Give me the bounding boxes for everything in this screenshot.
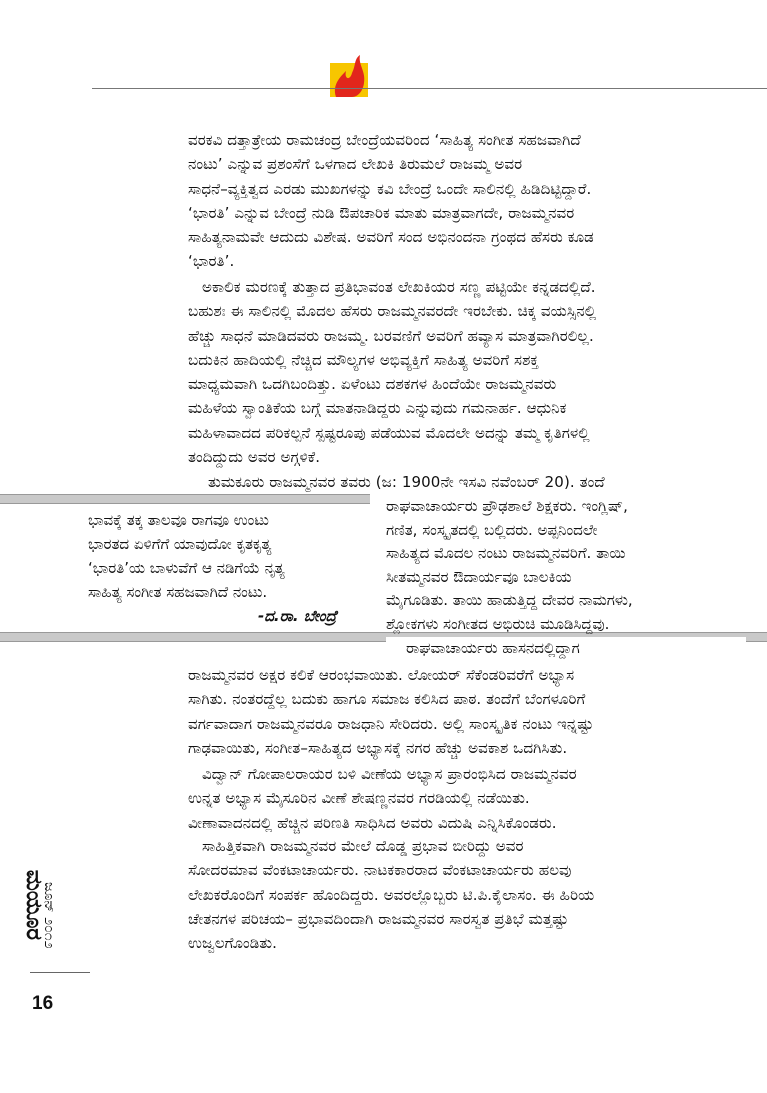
text-line: ಸೋದರಮಾವ ವೆಂಕಟಾಚಾರ್ಯರು. ನಾಟಕಕಾರರಾದ ವೆಂಕಟಾಚಾರ್ಯರು ಹಲವು [188, 861, 572, 880]
text-line: ‘ಭಾರತಿ’ ಎನ್ನುವ ಬೇಂದ್ರೆ ನುಡಿ ಔಪಚಾರಿಕ ಮಾತು ಮಾತ್ರವಾಗದೇ, ರಾಜಮ್ಮನವರ [188, 203, 575, 222]
paragraph-3-first-line [208, 470, 748, 494]
page-number: 16 [32, 993, 54, 1014]
text-line: ಉಜ್ವಲಗೊಂಡಿತು. [188, 934, 277, 953]
text-line: ಸಾಹಿತ್ಯದ ಮೊದಲ ನಂಟು ರಾಜಮ್ಮನವರಿಗೆ. ತಾಯಿ [386, 544, 626, 563]
text-line: ಸಾಹಿತ್ಯನಾಮವೇ ಆದುದು ವಿಶೇಷ. ಅವರಿಗೆ ಸಂದ ಅಭಿನಂದನಾ ಗ್ರಂಥದ ಹೆಸರು ಕೂಡ [188, 228, 594, 247]
text-line: ಚೇತನಗಳ ಪರಿಚಯ– ಪ್ರಭಾವದಿಂದಾಗಿ ರಾಜಮ್ಮನವರ ಸಾರಸ್ವತ ಪ್ರತಿಭೆ ಮತ್ತಷ್ಟು [188, 909, 569, 928]
text-line: ರಾಜಮ್ಮನವರ ಅಕ್ಷರ ಕಲಿಕೆ ಆರಂಭವಾಯಿತು. ಲೋಯರ್ ಸೆಕೆಂಡರಿವರೆಗೆ ಅಭ್ಯಾಸ [188, 666, 575, 684]
issue-date: ಜೂನ್ ೨೦೧೨ [41, 882, 57, 949]
text-line: ಲೇಖಕರೊಂದಿಗೆ ಸಂಪರ್ಕ ಹೊಂದಿದ್ದರು. ಅವರಲ್ಲೊಬ್ಬರು ಟಿ.ಪಿ.ಕೈಲಾಸಂ. ಈ ಹಿರಿಯ [188, 885, 595, 904]
paragraph-4 [188, 762, 728, 835]
text-line: ಸೀತಮ್ಮನವರ ಔದಾರ್ಯವೂ ಬಾಲಕಿಯ [386, 567, 572, 586]
header-rule [92, 88, 767, 89]
text-line: ರಾಘವಾಚಾರ್ಯರು ಪ್ರೌಢಶಾಲೆ ಶಿಕ್ಷಕರು. ಇಂಗ್ಲಿಷ್, [386, 497, 628, 515]
magazine-name: ಮಯೂರ [21, 869, 46, 941]
text-line: ಮಾಧ್ಯಮವಾಗಿ ಒದಗಿಬಂದಿತ್ತು. ಏಳೆಂಟು ದಶಕಗಳ ಹಿಂದೆಯೇ ರಾಜಮ್ಮನವರು [188, 375, 557, 394]
text-line: ‘ಭಾರತಿ’. [188, 252, 235, 271]
text-line: ಗಾಢವಾಯಿತು, ಸಂಗೀತ–ಸಾಹಿತ್ಯದ ಅಭ್ಯಾಸಕ್ಕೆ ನಗರ ಹೆಚ್ಚು ಅವಕಾಶ ಒದಗಿಸಿತು. [188, 738, 568, 757]
pull-quote [88, 508, 368, 604]
page-number-rule [30, 972, 90, 973]
text-line: ಹೆಚ್ಚು ಸಾಧನೆ ಮಾಡಿದವರು ರಾಜಮ್ಮ. ಬರವಣಿಗೆ ಅವರಿಗೆ ಹವ್ಯಾಸ ಮಾತ್ರವಾಗಿರಲಿಲ್ಲ. [188, 326, 594, 345]
quote-line: ‘ಭಾರತಿ’ಯ ಬಾಳುವೆಗೆ ಆ ನಡಿಗೆಯೆ ನೃತ್ಯ [88, 559, 285, 577]
text-line: ನಂಟು’ ಎನ್ನುವ ಪ್ರಶಂಸೆಗೆ ಒಳಗಾದ ಲೇಖಕಿ ತಿರುಮಲೆ ರಾಜಮ್ಮ ಅವರ [188, 155, 523, 174]
quote-line: ಸಾಹಿತ್ಯ ಸಂಗೀತ ಸಹಜವಾಗಿದೆ ನಂಟು. [88, 583, 268, 601]
text-line: ವೀಣಾವಾದನದಲ್ಲಿ ಹೆಚ್ಚಿನ ಪರಿಣತಿ ಸಾಧಿಸಿದ ಅವರು ವಿದುಷಿ ಎನ್ನಿಸಿಕೊಂಡರು. [188, 813, 557, 832]
text-line: ಮಹಿಳಾವಾದದ ಪರಿಕಲ್ಪನೆ ಸ್ಪಷ್ಟರೂಪು ಪಡೆಯುವ ಮೊದಲೇ ಅದನ್ನು ತಮ್ಮ ಕೃತಿಗಳಲ್ಲಿ [188, 423, 590, 442]
text-line: ತಂದಿದ್ದುದು ಅವರ ಅಗ್ಗಳಿಕೆ. [188, 448, 321, 467]
paragraph-1 [188, 128, 728, 274]
text-line: ಸಾಗಿತು. ನಂತರದ್ದೆಲ್ಲ ಬದುಕು ಹಾಗೂ ಸಮಾಜ ಕಲಿಸಿದ ಪಾಠ. ತಂದೆಗೆ ಬೆಂಗಳೂರಿಗೆ [188, 690, 586, 709]
text-line: ಉನ್ನತ ಅಭ್ಯಾಸ ಮೈಸೂರಿನ ವೀಣೆ ಶೇಷಣ್ಣನವರ ಗರಡಿಯಲ್ಲಿ ನಡೆಯಿತು. [188, 789, 530, 808]
side-column [386, 495, 746, 660]
quote-rule-top [0, 494, 370, 504]
text-line: ಸಾಧನೆ–ವ್ಯಕ್ತಿತ್ವದ ಎರಡು ಮುಖಗಳನ್ನು ಕವಿ ಬೇಂದ್ರೆ ಒಂದೇ ಸಾಲಿನಲ್ಲಿ ಹಿಡಿದಿಟ್ಟಿದ್ದಾರೆ. [188, 179, 592, 198]
quote-author: -ದ.ರಾ. ಬೇಂದ್ರೆ [258, 607, 337, 625]
quote-line: ಭಾವಕ್ಕೆ ತಕ್ಕ ತಾಲವೂ ರಾಗವೂ ಉಂಟು [88, 511, 269, 529]
text-line: ರಾಘವಾಚಾರ್ಯರು ಹಾಸನದಲ್ಲಿದ್ದಾಗ [386, 637, 746, 661]
text-line: ಗಣಿತ, ಸಂಸ್ಕೃತದಲ್ಲಿ ಬಲ್ಲಿದರು. ಅಪ್ಪನಿಂದಲೇ [386, 520, 598, 539]
paragraph-3 [188, 663, 728, 760]
paragraph-5 [188, 834, 728, 955]
quote-line: ಭಾರತದ ಏಳಿಗೆಗೆ ಯಾವುದೋ ಕೃತಕೃತ್ಯ [88, 535, 272, 553]
text-line: ಮೈಗೂಡಿತು. ತಾಯಿ ಹಾಡುತ್ತಿದ್ದ ದೇವರ ನಾಮಗಳು, [386, 591, 633, 610]
flame-logo-icon [330, 55, 368, 97]
text-line: ವಿದ್ವಾನ್ ಗೋಪಾಲರಾಯರ ಬಳಿ ವೀಣೆಯ ಅಭ್ಯಾಸ ಪ್ರಾರಂಭಿಸಿದ ರಾಜಮ್ಮನವರ [202, 765, 577, 783]
text-line: ಮಹಿಳೆಯ ಸ್ವಾಂತಿಕೆಯ ಬಗ್ಗೆ ಮಾತನಾಡಿದ್ದರು ಎನ್ನುವುದು ಗಮನಾರ್ಹ. ಆಧುನಿಕ [188, 399, 567, 418]
text-line: ಬಹುಶಃ ಈ ಸಾಲಿನಲ್ಲಿ ಮೊದಲ ಹೆಸರು ರಾಜಮ್ಮನವರದೇ ಇರಬೇಕು. ಚಿಕ್ಕ ವಯಸ್ಸಿನಲ್ಲಿ [188, 302, 597, 321]
text-line: ಬದುಕಿನ ಹಾದಿಯಲ್ಲಿ ನೆಚ್ಚಿದ ಮೌಲ್ಯಗಳ ಅಭಿವ್ಯಕ್ತಿಗೆ ಸಾಹಿತ್ಯ ಅವರಿಗೆ ಸಶಕ್ತ [188, 350, 539, 369]
text-line: ಸಾಹಿತ್ತಿಕವಾಗಿ ರಾಜಮ್ಮನವರ ಮೇಲೆ ದೊಡ್ಡ ಪ್ರಭಾವ ಬೀರಿದ್ದು ಅವರ [202, 837, 524, 855]
paragraph-2 [188, 275, 728, 469]
text-line: ವರಕವಿ ದತ್ತಾತ್ರೇಯ ರಾಮಚಂದ್ರ ಬೇಂದ್ರೆಯವರಿಂದ ‘ಸಾಹಿತ್ಯ ಸಂಗೀತ ಸಹಜವಾಗಿದೆ [188, 131, 581, 149]
text-line: ವರ್ಗವಾದಾಗ ರಾಜಮ್ಮನವರೂ ರಾಜಧಾನಿ ಸೇರಿದರು. ಅಲ್ಲಿ ಸಾಂಸ್ಕೃತಿಕ ನಂಟು ಇನ್ನಷ್ಟು [188, 714, 594, 733]
text-line: ಅಕಾಲಿಕ ಮರಣಕ್ಕೆ ತುತ್ತಾದ ಪ್ರತಿಭಾವಂತ ಲೇಖಕಿಯರ ಸಣ್ಣ ಪಟ್ಟಿಯೇ ಕನ್ನಡದಲ್ಲಿದೆ. [202, 278, 596, 296]
text-line: ಶ್ಲೋಕಗಳು ಸಂಗೀತದ ಅಭಿರುಚಿ ಮೂಡಿಸಿದ್ದವು. [386, 614, 610, 633]
text-line: ತುಮಕೂರು ರಾಜಮ್ಮನವರ ತವರು (ಜ: 1900ನೇ ಇಸವಿ ನವೆಂಬರ್ 20). ತಂದೆ [208, 473, 605, 491]
